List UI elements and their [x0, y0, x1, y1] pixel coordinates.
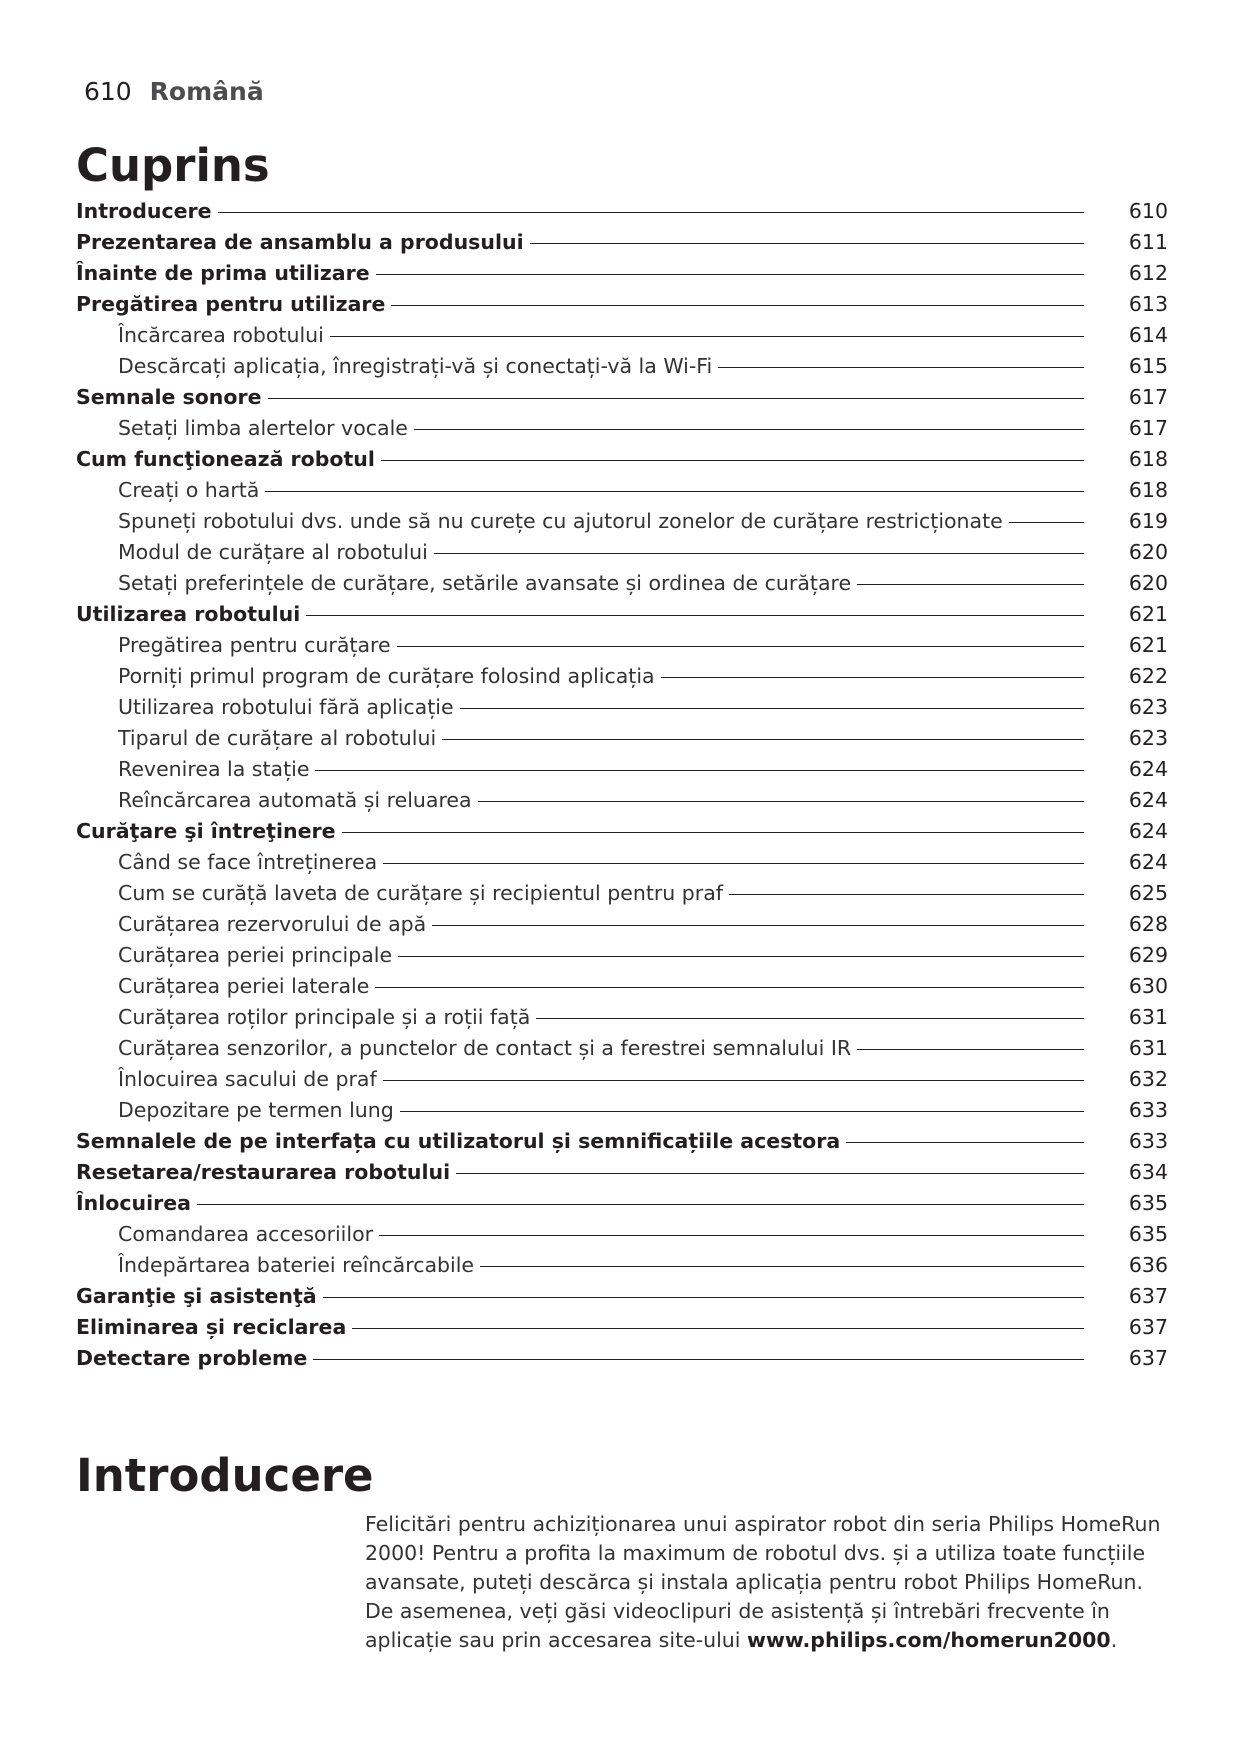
- toc-leader-line: [846, 1142, 1084, 1143]
- toc-leader-line: [342, 832, 1084, 833]
- toc-entry-label: Utilizarea robotului: [76, 602, 301, 626]
- toc-leader-line: [536, 1018, 1084, 1019]
- toc-entry-label: Garanţie şi asistenţă: [76, 1284, 317, 1308]
- toc-entry-page: 637: [1128, 1284, 1168, 1308]
- toc-entry-label: Curățarea periei principale: [118, 943, 393, 967]
- toc-entry[interactable]: [76, 1188, 1168, 1219]
- toc-entry-page: 632: [1128, 1067, 1168, 1091]
- toc-entry-page: 610: [1128, 199, 1168, 223]
- toc-entry-label: Îndepărtarea bateriei reîncărcabile: [118, 1253, 475, 1277]
- toc-entry-label: Pregătirea pentru curățare: [118, 633, 391, 657]
- toc-leader-line: [857, 584, 1084, 585]
- toc-entry-page: 635: [1128, 1191, 1168, 1215]
- toc-leader-line: [442, 739, 1084, 740]
- toc-entry[interactable]: [76, 940, 1168, 971]
- toc-entry-page: 624: [1128, 757, 1168, 781]
- toc-entry-label: Curățarea roților principale și a roții față: [118, 1005, 531, 1029]
- intro-body: Felicitări pentru achiziționarea unui aspirator robot din seria Philips HomeRun 2000! Pentru a profita la maximum de robotul dvs. și a utiliza toate funcțiile avansate, puteți descărca și instala aplicația pentru robot Philips HomeRun. De asemenea, veți găsi videoclipuri de asistență și întrebări frecvente în aplicație sau prin accesarea site-ului: [365, 1512, 1161, 1652]
- toc-entry[interactable]: [76, 1281, 1168, 1312]
- toc-leader-line: [391, 305, 1084, 306]
- toc-leader-line: [323, 1297, 1084, 1298]
- toc-entry-page: 637: [1128, 1346, 1168, 1370]
- toc-entry[interactable]: [76, 630, 1168, 661]
- toc-entry-label: Setați preferințele de curățare, setările avansate și ordinea de curățare: [118, 571, 852, 595]
- toc-leader-line: [857, 1049, 1084, 1050]
- toc-entry-label: Curățarea periei laterale: [118, 974, 370, 998]
- toc-entry[interactable]: [76, 692, 1168, 723]
- toc-leader-line: [268, 398, 1084, 399]
- toc-entry[interactable]: [76, 1343, 1168, 1374]
- toc-entry[interactable]: [76, 289, 1168, 320]
- toc-entry-label: Tiparul de curățare al robotului: [118, 726, 437, 750]
- toc-entry-page: 617: [1128, 385, 1168, 409]
- toc-entry-page: 630: [1128, 974, 1168, 998]
- table-of-contents: [76, 196, 1168, 1374]
- toc-leader-line: [330, 336, 1084, 337]
- toc-leader-line: [306, 615, 1084, 616]
- toc-entry-page: 631: [1128, 1036, 1168, 1060]
- toc-entry-page: 624: [1128, 850, 1168, 874]
- toc-entry[interactable]: [76, 537, 1168, 568]
- toc-entry-label: Reîncărcarea automată și reluarea: [118, 788, 472, 812]
- toc-entry-label: Introducere: [76, 199, 212, 223]
- toc-leader-line: [383, 863, 1084, 864]
- toc-entry-page: 633: [1128, 1098, 1168, 1122]
- toc-entry-page: 619: [1128, 509, 1168, 533]
- toc-entry-label: Comandarea accesoriilor: [118, 1222, 374, 1246]
- toc-entry-label: Modul de curățare al robotului: [118, 540, 428, 564]
- toc-entry-label: Eliminarea și reciclarea: [76, 1315, 347, 1339]
- toc-leader-line: [434, 553, 1084, 554]
- website-link[interactable]: www.philips.com/homerun2000: [747, 1628, 1111, 1652]
- intro-paragraph: [365, 1510, 1173, 1655]
- toc-leader-line: [456, 1173, 1084, 1174]
- toc-entry-page: 628: [1128, 912, 1168, 936]
- toc-entry-label: Semnale sonore: [76, 385, 262, 409]
- toc-entry-page: 612: [1128, 261, 1168, 285]
- toc-leader-line: [460, 708, 1084, 709]
- toc-entry-page: 624: [1128, 788, 1168, 812]
- toc-leader-line: [218, 212, 1084, 213]
- toc-entry[interactable]: [76, 1095, 1168, 1126]
- toc-leader-line: [381, 460, 1084, 461]
- toc-entry-label: Detectare probleme: [76, 1346, 308, 1370]
- toc-entry-page: 625: [1128, 881, 1168, 905]
- intro-title: Introducere: [76, 1449, 374, 1502]
- toc-entry[interactable]: [76, 599, 1168, 630]
- toc-entry-label: Cum funcţionează robotul: [76, 447, 375, 471]
- toc-entry-page: 621: [1128, 602, 1168, 626]
- toc-entry-label: Când se face întreținerea: [118, 850, 378, 874]
- toc-entry-label: Curăţare şi întreţinere: [76, 819, 336, 843]
- toc-title: Cuprins: [76, 139, 270, 192]
- toc-entry-page: 636: [1128, 1253, 1168, 1277]
- toc-leader-line: [375, 987, 1084, 988]
- toc-entry[interactable]: [76, 723, 1168, 754]
- toc-entry-label: Descărcați aplicația, înregistrați-vă și conectați-vă la Wi-Fi: [118, 354, 713, 378]
- toc-leader-line: [197, 1204, 1084, 1205]
- toc-entry-page: 615: [1128, 354, 1168, 378]
- toc-entry[interactable]: [76, 1126, 1168, 1157]
- toc-entry-label: Spuneți robotului dvs. unde să nu curețe cu ajutorul zonelor de curățare restricționate: [118, 509, 1003, 533]
- toc-entry-label: Porniți primul program de curățare folosind aplicația: [118, 664, 655, 688]
- toc-leader-line: [352, 1328, 1084, 1329]
- toc-entry-label: Pregătirea pentru utilizare: [76, 292, 386, 316]
- toc-leader-line: [400, 1111, 1084, 1112]
- toc-leader-line: [530, 243, 1084, 244]
- toc-entry-page: 621: [1128, 633, 1168, 657]
- toc-leader-line: [718, 367, 1084, 368]
- toc-leader-line: [265, 491, 1084, 492]
- toc-entry-page: 634: [1128, 1160, 1168, 1184]
- toc-entry[interactable]: [76, 258, 1168, 289]
- toc-entry[interactable]: [76, 1250, 1168, 1281]
- toc-entry-label: Încărcarea robotului: [118, 323, 324, 347]
- toc-leader-line: [480, 1266, 1084, 1267]
- toc-entry-page: 618: [1128, 447, 1168, 471]
- toc-entry-page: 624: [1128, 819, 1168, 843]
- toc-entry-page: 614: [1128, 323, 1168, 347]
- toc-entry[interactable]: [76, 444, 1168, 475]
- toc-entry-page: 623: [1128, 695, 1168, 719]
- toc-entry-label: Utilizarea robotului fără aplicație: [118, 695, 454, 719]
- toc-entry-label: Depozitare pe termen lung: [118, 1098, 394, 1122]
- toc-entry[interactable]: [76, 506, 1168, 537]
- toc-leader-line: [432, 925, 1084, 926]
- toc-entry[interactable]: [76, 320, 1168, 351]
- page-header: [84, 76, 264, 108]
- toc-entry[interactable]: [76, 1312, 1168, 1343]
- toc-entry-page: 620: [1128, 571, 1168, 595]
- toc-entry[interactable]: [76, 909, 1168, 940]
- toc-entry[interactable]: [76, 816, 1168, 847]
- toc-entry-page: 631: [1128, 1005, 1168, 1029]
- toc-leader-line: [383, 1080, 1084, 1081]
- toc-entry[interactable]: [76, 1157, 1168, 1188]
- toc-entry-page: 623: [1128, 726, 1168, 750]
- toc-leader-line: [661, 677, 1084, 678]
- toc-leader-line: [376, 274, 1084, 275]
- toc-entry-label: Curățarea rezervorului de apă: [118, 912, 427, 936]
- toc-entry-label: Semnalele de pe interfața cu utilizatorul și semnificațiile acestora: [76, 1129, 841, 1153]
- toc-entry[interactable]: [76, 227, 1168, 258]
- toc-entry-page: 611: [1128, 230, 1168, 254]
- toc-entry-label: Curățarea senzorilor, a punctelor de contact și a ferestrei semnalului IR: [118, 1036, 852, 1060]
- toc-entry-page: 622: [1128, 664, 1168, 688]
- toc-entry[interactable]: [76, 1033, 1168, 1064]
- toc-entry[interactable]: [76, 754, 1168, 785]
- toc-entry[interactable]: [76, 196, 1168, 227]
- toc-entry-label: Înlocuirea sacului de praf: [118, 1067, 377, 1091]
- intro-end: .: [1110, 1628, 1118, 1652]
- toc-leader-line: [315, 770, 1084, 771]
- toc-entry[interactable]: [76, 351, 1168, 382]
- toc-entry-label: Cum se curăță laveta de curățare și recipientul pentru praf: [118, 881, 724, 905]
- toc-entry-label: Înainte de prima utilizare: [76, 261, 370, 285]
- toc-leader-line: [397, 646, 1084, 647]
- toc-entry[interactable]: [76, 1064, 1168, 1095]
- toc-leader-line: [398, 956, 1084, 957]
- toc-leader-line: [729, 894, 1084, 895]
- toc-entry-label: Setați limba alertelor vocale: [118, 416, 408, 440]
- toc-leader-line: [1009, 522, 1084, 523]
- page-language: Română: [149, 77, 264, 106]
- toc-entry-page: 617: [1128, 416, 1168, 440]
- toc-entry[interactable]: [76, 1002, 1168, 1033]
- toc-entry[interactable]: [76, 1219, 1168, 1250]
- toc-entry-label: Creați o hartă: [118, 478, 260, 502]
- toc-entry-label: Resetarea/restaurarea robotului: [76, 1160, 451, 1184]
- toc-entry[interactable]: [76, 971, 1168, 1002]
- page-number: 610: [84, 77, 132, 106]
- toc-entry-page: 635: [1128, 1222, 1168, 1246]
- toc-entry-label: Revenirea la stație: [118, 757, 310, 781]
- toc-entry-page: 633: [1128, 1129, 1168, 1153]
- toc-entry[interactable]: [76, 847, 1168, 878]
- toc-entry-page: 613: [1128, 292, 1168, 316]
- toc-entry[interactable]: [76, 785, 1168, 816]
- toc-leader-line: [478, 801, 1084, 802]
- toc-entry[interactable]: [76, 878, 1168, 909]
- toc-entry[interactable]: [76, 413, 1168, 444]
- toc-entry[interactable]: [76, 382, 1168, 413]
- toc-entry[interactable]: [76, 568, 1168, 599]
- toc-entry[interactable]: [76, 661, 1168, 692]
- toc-entry-page: 629: [1128, 943, 1168, 967]
- toc-entry-page: 620: [1128, 540, 1168, 564]
- toc-leader-line: [414, 429, 1084, 430]
- toc-leader-line: [313, 1359, 1084, 1360]
- toc-entry[interactable]: [76, 475, 1168, 506]
- toc-entry-page: 637: [1128, 1315, 1168, 1339]
- toc-entry-label: Prezentarea de ansamblu a produsului: [76, 230, 524, 254]
- toc-leader-line: [379, 1235, 1084, 1236]
- toc-entry-label: Înlocuirea: [76, 1191, 191, 1215]
- toc-entry-page: 618: [1128, 478, 1168, 502]
